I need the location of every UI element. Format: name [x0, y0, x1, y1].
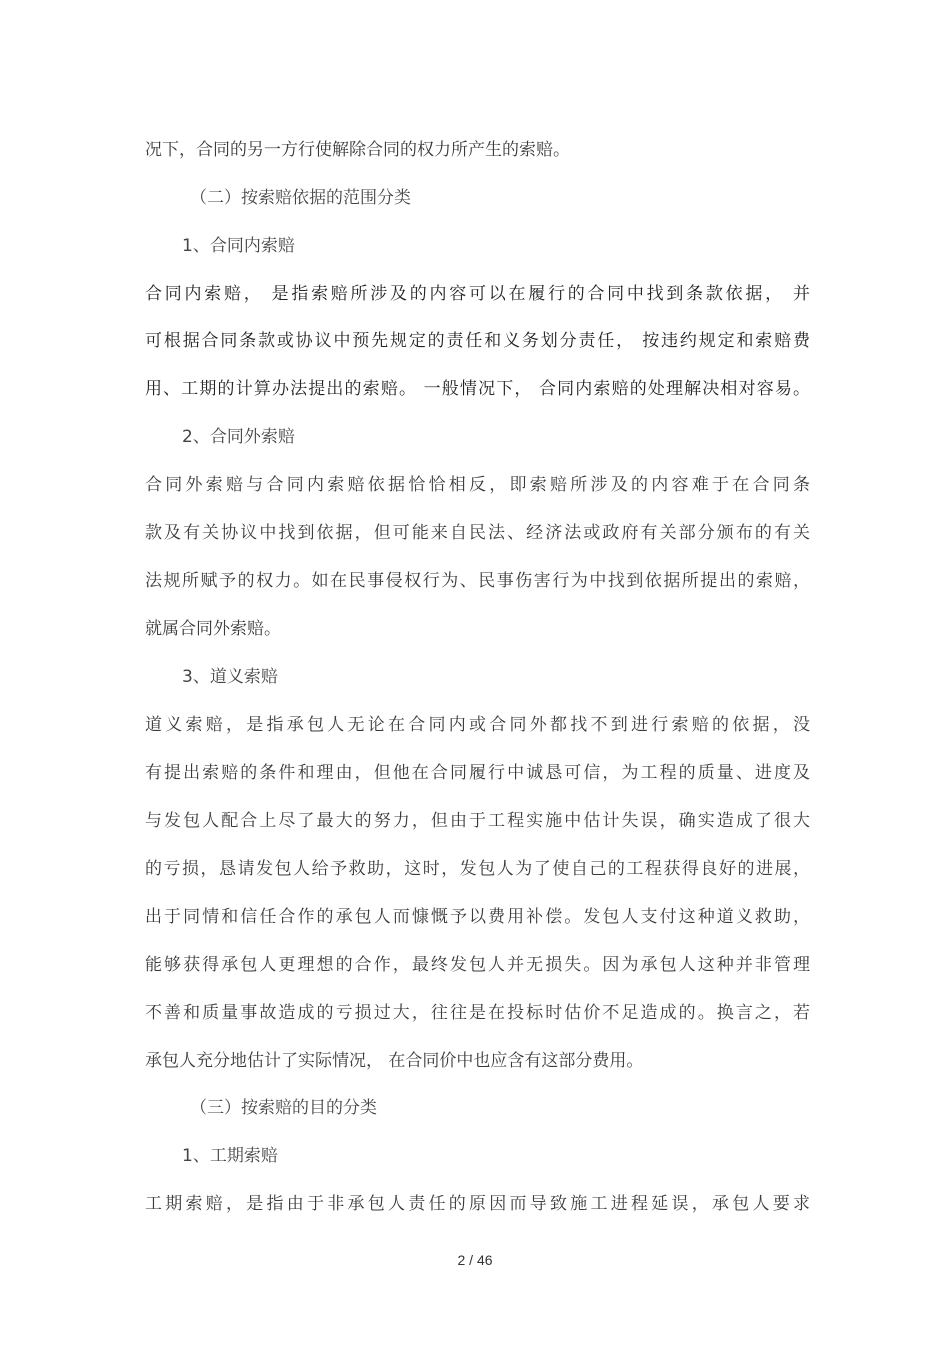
paragraph-line: 的亏损，恳请发包人给予救助，这时，发包人为了使自己的工程获得良好的进展， — [145, 859, 810, 879]
paragraph-line: 合同外索赔与合同内索赔依据恰恰相反，即索赔所涉及的内容难于在合同条 — [145, 475, 810, 495]
paragraph-line: 款及有关协议中找到依据，但可能来自民法、经济法或政府有关部分颁布的有关 — [145, 523, 810, 543]
subsection-heading: 3、道义索赔 — [182, 667, 278, 687]
subsection-heading: 2、合同外索赔 — [182, 427, 295, 447]
paragraph-line: 就属合同外索赔。 — [145, 619, 281, 639]
paragraph-line: 可根据合同条款或协议中预先规定的责任和义务划分责任， 按违约规定和索赔费 — [145, 331, 810, 351]
paragraph-line: 与发包人配合上尽了最大的努力，但由于工程实施中估计失误，确实造成了很大 — [145, 811, 810, 831]
paragraph-line: 不善和质量事故造成的亏损过大，往往是在投标时估价不足造成的。换言之，若 — [145, 1003, 810, 1023]
paragraph-line: 用、工期的计算办法提出的索赔。 一般情况下， 合同内索赔的处理解决相对容易。 — [145, 379, 810, 399]
section-heading: （二）按索赔依据的范围分类 — [190, 188, 411, 208]
paragraph-line: 能够获得承包人更理想的合作，最终发包人并无损失。因为承包人这种并非管理 — [145, 955, 810, 975]
section-heading: （三）按索赔的目的分类 — [190, 1098, 377, 1118]
paragraph-line: 道义索赔，是指承包人无论在合同内或合同外都找不到进行索赔的依据，没 — [145, 715, 810, 735]
subsection-heading: 1、合同内索赔 — [182, 236, 295, 256]
page-number: 2 / 46 — [457, 1252, 493, 1268]
paragraph-line: 出于同情和信任合作的承包人而慷慨予以费用补偿。发包人支付这种道义救助， — [145, 907, 810, 927]
subsection-heading: 1、工期索赔 — [182, 1146, 278, 1166]
paragraph-line: 承包人充分地估计了实际情况， 在合同价中也应含有这部分费用。 — [145, 1051, 644, 1071]
paragraph-line: 合同内索赔， 是指索赔所涉及的内容可以在履行的合同中找到条款依据， 并 — [145, 284, 810, 304]
paragraph-line: 工期索赔，是指由于非承包人责任的原因而导致施工进程延误，承包人要求 — [145, 1194, 810, 1214]
paragraph-line: 况下，合同的另一方行使解除合同的权力所产生的索赔。 — [145, 140, 570, 160]
paragraph-line: 法规所赋予的权力。如在民事侵权行为、民事伤害行为中找到依据所提出的索赔， — [145, 571, 810, 591]
paragraph-line: 有提出索赔的条件和理由，但他在合同履行中诚恳可信，为工程的质量、进度及 — [145, 763, 810, 783]
